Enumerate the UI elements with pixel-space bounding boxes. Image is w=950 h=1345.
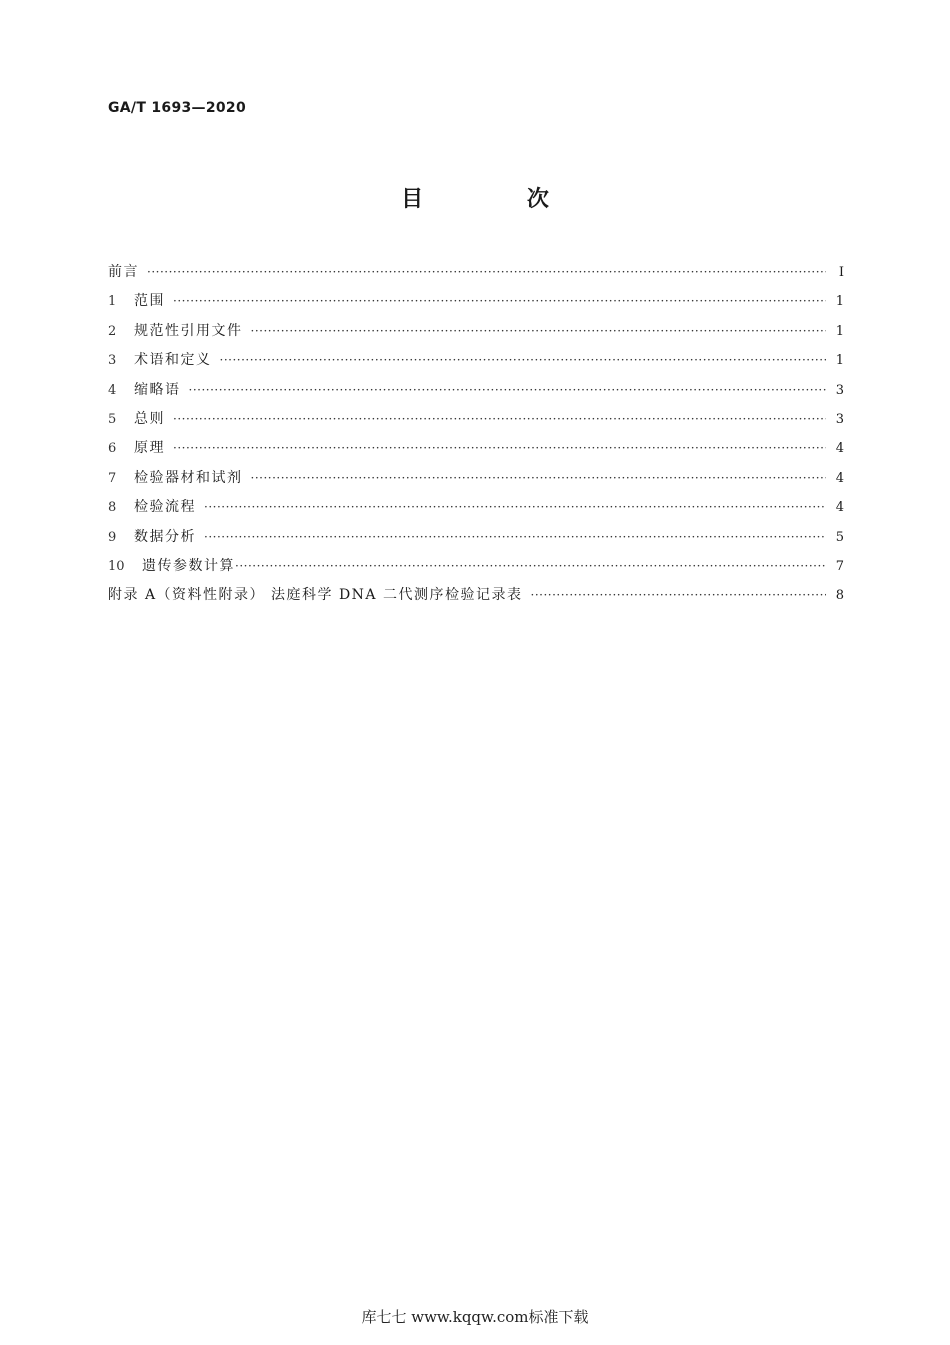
toc-entry-equipment-reagents[interactable] [108, 464, 844, 493]
toc-leader-dots [173, 434, 826, 463]
toc-entry-number: 10 [108, 558, 125, 574]
toc-entry-number: 4 [108, 382, 117, 398]
toc-leader-dots [251, 464, 827, 493]
toc-entry-procedure[interactable] [108, 493, 844, 522]
toc-entry-number: 3 [108, 353, 117, 369]
footer-watermark: 库七七 www.kqqw.com标准下载 [361, 1308, 589, 1326]
toc-entry-label: 缩略语 [134, 381, 181, 398]
toc-entry-label: 范围 [134, 293, 165, 310]
toc-entry-label: 数据分析 [134, 528, 196, 545]
toc-leader-dots [147, 258, 826, 287]
toc-entry-label: 规范性引用文件 [134, 322, 243, 339]
toc-entry-label: 总则 [134, 410, 165, 427]
toc-leader-dots [204, 523, 826, 552]
toc-entry-page: 5 [835, 529, 844, 545]
toc-entry-page: 1 [835, 323, 844, 339]
toc-leader-dots [204, 493, 826, 522]
toc-entry-page: 8 [835, 588, 844, 604]
toc-entry-label: 检验器材和试剂 [134, 469, 243, 486]
toc-entry-abbreviations[interactable] [108, 376, 844, 405]
toc-entry-page: I [838, 265, 844, 280]
toc-leader-dots [189, 376, 827, 405]
toc-entry-label: 原理 [134, 440, 165, 457]
toc-entry-label: 附录 A（资料性附录） 法庭科学 DNA 二代测序检验记录表 [108, 587, 523, 604]
toc-entry-number: 6 [108, 441, 117, 457]
toc-leader-dots [235, 552, 826, 581]
toc-entry-page: 3 [835, 382, 844, 398]
toc-title: 目 次 [401, 187, 597, 212]
toc-leader-dots [531, 581, 827, 610]
toc-entry-annex-a[interactable] [108, 581, 844, 610]
toc-entry-page: 4 [835, 500, 844, 516]
standard-number: GA/T 1693—2020 [108, 100, 246, 116]
toc-entry-page: 7 [835, 558, 844, 574]
toc-entry-number: 2 [108, 323, 117, 339]
toc-entry-page: 4 [835, 470, 844, 486]
toc-entry-normative-references[interactable] [108, 317, 844, 346]
toc-entry-scope[interactable] [108, 287, 844, 316]
toc-entry-data-analysis[interactable] [108, 523, 844, 552]
toc-entry-number: 1 [108, 294, 117, 310]
toc-entry-principle[interactable] [108, 434, 844, 463]
toc-entry-foreword[interactable] [108, 258, 844, 287]
toc-entry-number: 8 [108, 500, 117, 516]
toc-entry-label: 遗传参数计算 [142, 557, 235, 574]
toc-entry-genetic-parameters[interactable] [108, 552, 844, 581]
toc-entry-number: 9 [108, 529, 117, 545]
toc-entry-page: 4 [835, 441, 844, 457]
toc-entry-page: 3 [835, 411, 844, 427]
toc-entry-page: 1 [835, 294, 844, 310]
toc-leader-dots [173, 405, 826, 434]
toc-entry-page: 1 [835, 353, 844, 369]
toc-entry-general[interactable] [108, 405, 844, 434]
toc-entry-terms-definitions[interactable] [108, 346, 844, 375]
toc-entry-number: 5 [108, 411, 117, 427]
toc-leader-dots [173, 287, 826, 316]
table-of-contents [108, 258, 844, 611]
toc-leader-dots [251, 317, 827, 346]
toc-entry-label: 术语和定义 [134, 352, 212, 369]
toc-entry-label: 检验流程 [134, 499, 196, 516]
toc-leader-dots [220, 346, 827, 375]
toc-entry-number: 7 [108, 470, 117, 486]
toc-entry-label: 前言 [108, 264, 139, 280]
